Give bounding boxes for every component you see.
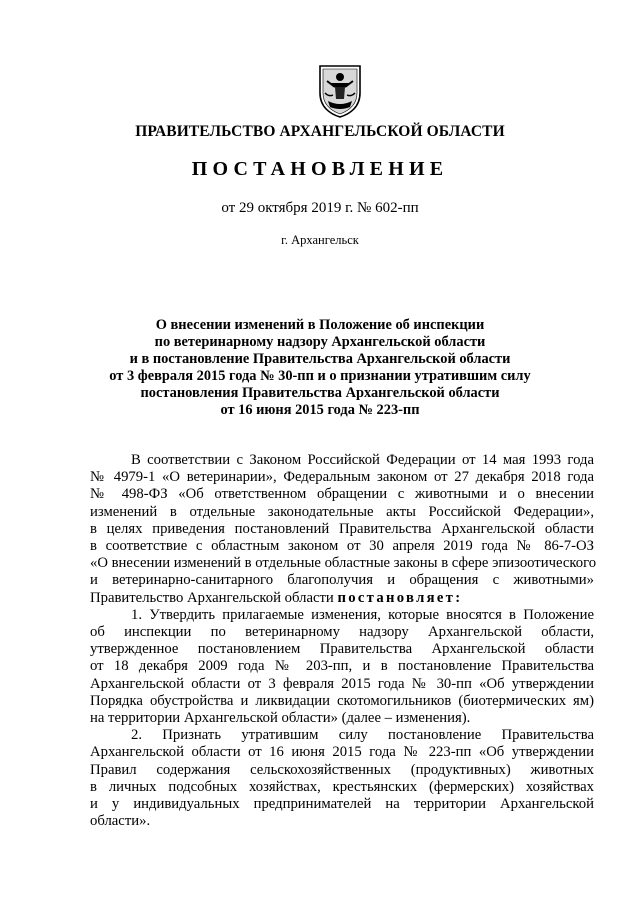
title-line: по ветеринарному надзору Архангельской области <box>154 334 486 350</box>
body-line: в личных подсобных хозяйствах, крестьянских (фермерских) хозяйствах <box>90 778 594 795</box>
body-line: утвержденное постановлением Правительства Архангельской области <box>90 641 594 658</box>
decree-word: постановляет: <box>337 589 463 606</box>
body-line: от 18 декабря 2009 года № 203-пп, и в постановление Правительства <box>90 658 594 675</box>
item-1-paragraph <box>90 607 594 727</box>
title-line: от 3 февраля 2015 года № 30-пп и о признании утратившим силу <box>109 368 531 384</box>
title-line: от 16 июня 2015 года № 223-пп <box>220 402 420 418</box>
body-line: 2. Признать утратившим силу постановление Правительства <box>131 727 594 744</box>
preamble-final: Правительство Архангельской области <box>90 589 334 606</box>
body-line: Архангельской области от 16 июня 2015 года № 223-пп «Об утверждении <box>90 744 594 761</box>
body-line: и ветеринарно-санитарного благополучия и обращения с животными» <box>90 572 594 589</box>
document-type: ПОСТАНОВЛЕНИЕ <box>191 158 449 180</box>
body-line: В соответствии с Законом Российской Федерации от 14 мая 1993 года <box>131 452 594 468</box>
body-line: об инспекции по ветеринарному надзору Архангельской области, <box>90 624 594 641</box>
organization-name: ПРАВИТЕЛЬСТВО АРХАНГЕЛЬСКОЙ ОБЛАСТИ <box>135 123 505 140</box>
document-title <box>60 317 580 419</box>
body-line: в соответствие с областным законом от 30 апреля 2019 года № 86-7-ОЗ <box>90 538 594 555</box>
body-line: № 498-ФЗ «Об ответственном обращении с животными и о внесении <box>90 486 594 503</box>
body-line: № 4979-1 «О ветеринарии», Федеральным законом от 27 декабря 2018 года <box>90 469 594 486</box>
title-line: О внесении изменений в Положение об инспекции <box>155 317 485 333</box>
document-body <box>90 452 597 830</box>
title-line: постановления Правительства Архангельской области <box>140 385 500 401</box>
body-line: в целях приведения постановлений Правительства Архангельской области <box>90 520 594 537</box>
body-line: 1. Утвердить прилагаемые изменения, которые вносятся в Положение <box>131 606 594 623</box>
body-line: изменений в отдельные законодательные акты Российской Федерации», <box>90 503 594 520</box>
body-line: Порядка обустройства и ликвидации скотомогильников (биотермических ям) <box>90 692 594 709</box>
document-city: г. Архангельск <box>281 233 359 247</box>
item-2-paragraph <box>90 727 594 830</box>
body-line: и у индивидуальных предпринимателей на территории Архангельской <box>90 796 594 813</box>
preamble-paragraph <box>90 452 597 607</box>
body-line: области». <box>90 813 151 830</box>
document-date-number: от 29 октября 2019 г. № 602-пп <box>221 200 419 216</box>
body-line: Архангельской области от 3 февраля 2015 года № 30-пп «Об утверждении <box>90 675 594 692</box>
title-line: и в постановление Правительства Архангельской области <box>129 351 511 367</box>
body-line <box>90 590 594 607</box>
coat-of-arms-icon <box>317 63 363 119</box>
body-line: на территории Архангельской области» (далее – изменения). <box>90 710 471 727</box>
body-line: «О внесении изменений в отдельные областные законы в сфере эпизоотического <box>90 555 597 572</box>
body-line: Правил содержания сельскохозяйственных (продуктивных) животных <box>90 761 594 778</box>
